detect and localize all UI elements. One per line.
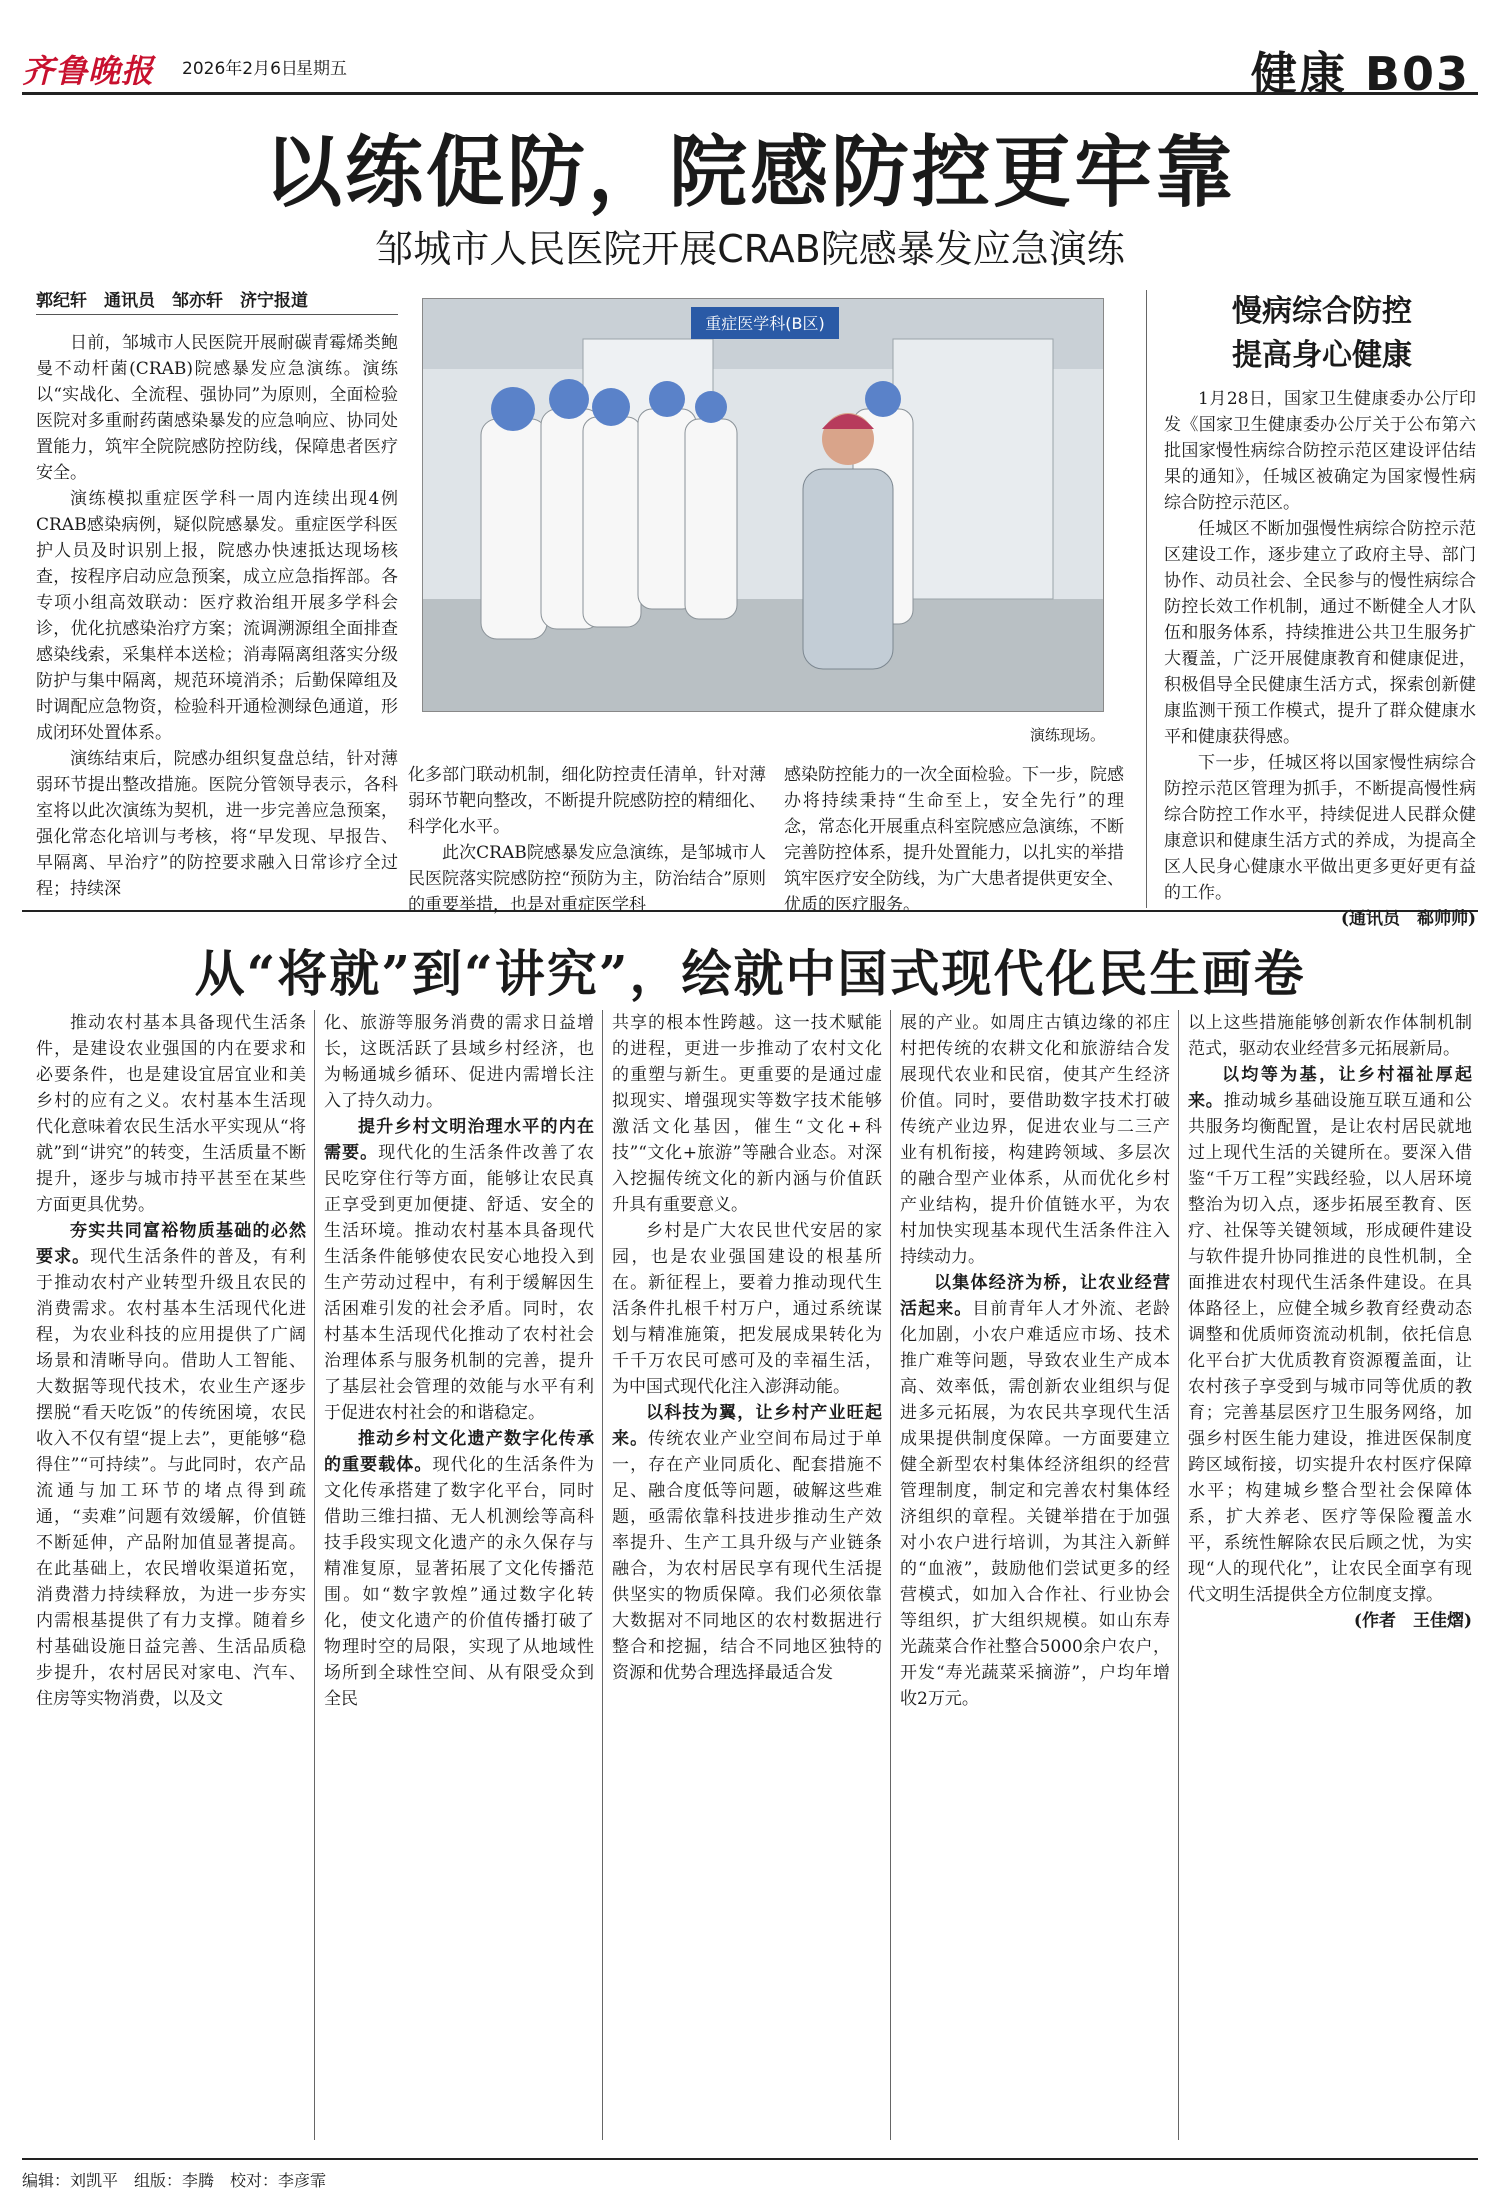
- article2-text: 传统农业产业空间布局过于单一，存在产业同质化、配套措施不足、融合度低等问题，破解这些难题，亟需依靠科技进步推动生产效率提升、生产工具升级与产业链条融合，为农村居民享有现代生活提供坚实的物质保障。我们必须依靠大数据对不同地区的农村数据进行整合和挖掘，结合不同地区独特的资源和优势合理选择最适合发: [612, 1429, 883, 1683]
- article2-paragraph: [1188, 1062, 1472, 1608]
- article2-text: 推动城乡基础设施互联互通和公共服务均衡配置，是让农村居民就地过上现代生活的关键所在。要深入借鉴“千万工程”实践经验，以人居环境整治为切入点，逐步拓展至教育、医疗、社保等关键领域，形成硬件建设与软件提升协同推进的良性机制，全面推进农村现代生活条件建设。在具体路径上，应健全城乡教育经费动态调整和优质师资流动机制，依托信息化平台扩大优质教育资源覆盖面，让农村孩子享受到与城市同等优质的教育；完善基层医疗卫生服务网络，加强乡村医生能力建设，推进医保制度跨区域衔接，切实提升农村医疗保障水平；构建城乡整合型社会保障体系，扩大养老、医疗等保险覆盖水平，系统性解除农民后顾之忧，为实现“人的现代化”，让农民全面享有现代文明生活提供全方位制度支撑。: [1188, 1091, 1473, 1605]
- sidebar-title: [1182, 290, 1462, 378]
- article1-paragraph: 日前，邹城市人民医院开展耐碳青霉烯类鲍曼不动杆菌(CRAB)院感暴发应急演练。演练以“实战化、全流程、强协同”为原则，全面检验医院对多重耐药菌感染暴发的应急响应、协同处置能力，筑牢全院院感防控防线，保障患者医疗安全。: [36, 333, 398, 483]
- article2-paragraph: 展的产业。如周庄古镇边缘的祁庄村把传统的农耕文化和旅游结合发展现代农业和民宿，使其产生经济价值。同时，要借助数字技术打破传统产业边界，促进农业与二三产业有机衔接，构建跨领域、多层次的融合型产业体系，从而优化乡村产业结构，提升价值链水平，为农村加快实现基本现代生活条件注入持续动力。: [900, 1013, 1170, 1267]
- article2-column-4: [900, 1010, 1170, 1712]
- article2-paragraph: [324, 1114, 594, 1426]
- newspaper-logo: 齐鲁晚报: [22, 52, 155, 90]
- article2-subheading: 以集体经济为桥，让农业经营活起来。: [900, 1273, 1170, 1319]
- article2-author: (作者 王佳熠): [1353, 1611, 1472, 1631]
- article2-column-5: [1188, 1010, 1472, 1634]
- column-divider: [602, 1010, 603, 2140]
- editorial-credits: 编辑：刘凯平 组版：李腾 校对：李彦霏: [22, 2171, 327, 2190]
- article2-paragraph: [324, 1426, 594, 1712]
- photo-caption: 演练现场。: [1030, 726, 1106, 744]
- article2-subheading: 提升乡村文明治理水平的内在需要。: [324, 1117, 594, 1163]
- article2-subheading: 推动乡村文化遗产数字化传承的重要载体。: [324, 1429, 594, 1475]
- article1-paragraph: 演练结束后，院感办组织复盘总结，针对薄弱环节提出整改措施。医院分管领导表示，各科室将以此次演练为契机，进一步完善应急预案，强化常态化培训与考核，将“早发现、早报告、早隔离、早治疗”的防控要求融入日常诊疗全过程；持续深: [36, 749, 398, 899]
- article2-paragraph: 共享的根本性跨越。这一技术赋能的进程，更进一步推动了农村文化的重塑与新生。更重要的是通过虚拟现实、增强现实等数字技术能够激活文化基因，催生“文化+科技”“文化+旅游”等融合业态。对深入挖掘传统文化的新内涵与价值跃升具有重要意义。: [612, 1013, 882, 1215]
- article1-headline: 以练促防，院感防控更牢靠: [263, 127, 1236, 218]
- article2-paragraph: 推动农村基本具备现代生活条件，是建设农业强国的内在要求和必要条件，也是建设宜居宜业和美乡村的应有之义。农村基本生活现代化意味着农民生活水平实现从“将就”到“讲究”的转变，生活质量不断提升，逐步与城市持平甚至在某些方面更具优势。: [36, 1013, 306, 1215]
- section-rule: [22, 910, 1478, 912]
- article2-subheading: 以均等为基，让乡村福祉厚起来。: [1188, 1065, 1472, 1111]
- article1-column-2: [408, 762, 766, 918]
- article2-text: 目前青年人才外流、老龄化加剧，小农户难适应市场、技术推广难等问题，导致农业生产成本高、效率低，需创新农业组织与促进多元拓展，为农民共享现代生活成果提供制度保障。一方面要建立健全新型农村集体经济组织的经营管理制度，制定和完善农村集体经济组织的章程。关键举措在于加强对小农户进行培训，为其注入新鲜的“血液”，鼓励他们尝试更多的经营模式，如加入合作社、行业协会等组织，扩大组织规模。如山东寿光蔬菜合作社整合5000余户农户，开发“寿光蔬菜采摘游”，户均年增收2万元。: [900, 1299, 1171, 1709]
- sidebar-credit: (通讯员 郗帅帅): [1340, 909, 1476, 929]
- sidebar-title-line: 慢病综合防控: [1232, 294, 1412, 329]
- article1-paragraph: 化多部门联动机制，细化防控责任清单，针对薄弱环节靶向整改，不断提升院感防控的精细化、科学化水平。: [408, 765, 766, 837]
- article2-paragraph: [612, 1400, 882, 1686]
- issue-weekday: 星期五: [296, 59, 347, 79]
- footer-rule: [22, 2158, 1478, 2160]
- column-divider: [890, 1010, 891, 2140]
- article2-column-3: [612, 1010, 882, 1686]
- article2-paragraph: 以上这些措施能够创新农作体制机制范式，驱动农业经营多元拓展新局。: [1188, 1013, 1472, 1059]
- article2-text: 现代化的生活条件为文化传承搭建了数字化平台，同时借助三维扫描、无人机测绘等高科技手段实现文化遗产的永久保存与精准复原，显著拓展了文化传播范围。如“数字敦煌”通过数字化转化，使文化遗产的价值传播打破了物理时空的局限，实现了从地域性场所到全球性空间、从有限受众到全民: [324, 1455, 595, 1709]
- ward-sign-text: 重症医学科(B区): [705, 314, 825, 333]
- article2-text: 现代化的生活条件改善了农民吃穿住行等方面，能够让农民真正享受到更加便捷、舒适、安全的生活环境。推动农村基本具备现代生活条件能够使农民安心地投入到生产劳动过程中，有利于缓解因生活困难引发的社会矛盾。同时，农村基本生活现代化推动了农村社会治理体系与服务机制的完善，提升了基层社会管理的效能与水平有利于促进农村社会的和谐稳定。: [324, 1143, 595, 1423]
- drill-scene-photo: [422, 298, 1104, 712]
- column-divider: [1178, 1010, 1179, 2140]
- sidebar-divider: [1146, 290, 1147, 908]
- article2-subheading: 以科技为翼，让乡村产业旺起来。: [612, 1403, 882, 1449]
- article2-paragraph: 化、旅游等服务消费的需求日益增长，这既活跃了县域乡村经济，也为畅通城乡循环、促进内需增长注入了持久动力。: [324, 1013, 594, 1111]
- drill-scene-illustration: [423, 299, 1103, 711]
- article2-paragraph: [36, 1218, 306, 1712]
- article1-column-1: [36, 330, 398, 902]
- article1-paragraph: 此次CRAB院感暴发应急演练，是邹城市人民医院落实院感防控“预防为主，防治结合”原则的重要举措，也是对重症医学科: [408, 843, 766, 915]
- article2-text: 现代生活条件的普及，有利于推动农村产业转型升级且农民的消费需求。农村基本生活现代化进程，为农业科技的应用提供了广阔场景和清晰导向。借助人工智能、大数据等现代技术，农业生产逐步摆脱“看天吃饭”的传统困境，农民收入不仅有望“提上去”，更能够“稳得住”“可持续”。与此同时，农产品流通与加工环节的堵点得到疏通，“卖难”问题有效缓解，价值链不断延伸，产品附加值显著提高。在此基础上，农民增收渠道拓宽，消费潜力持续释放，为进一步夯实内需根基提供了有力支撑。随着乡村基础设施日益完善、生活品质稳步提升，农村居民对家电、汽车、住房等实物消费，以及文: [36, 1247, 307, 1709]
- sidebar-paragraph: 1月28日，国家卫生健康委办公厅印发《国家卫生健康委办公厅关于公布第六批国家慢性病综合防控示范区建设评估结果的通知》，任城区被确定为国家慢性病综合防控示范区。: [1164, 389, 1476, 513]
- article2-paragraph: 乡村是广大农民世代安居的家园，也是农业强国建设的根基所在。新征程上，要着力推动现代生活条件扎根千村万户，通过系统谋划与精准施策，把发展成果转化为千千万农民可感可及的幸福生活，为中国式现代化注入澎湃动能。: [612, 1221, 882, 1397]
- article2-headline: 从“将就”到“讲究”，绘就中国式现代化民生画卷: [194, 944, 1306, 1003]
- column-divider: [314, 1010, 315, 2140]
- sidebar-paragraph: 下一步，任城区将以国家慢性病综合防控示范区管理为抓手，不断提高慢性病综合防控工作水平，持续促进人民群众健康意识和健康生活方式的养成，为提高全区人民身心健康水平做出更多更好更有益的工作。: [1164, 753, 1476, 903]
- article2-column-1: [36, 1010, 306, 1712]
- article1-byline: 郭纪轩 通讯员 邹亦轩 济宁报道: [36, 291, 308, 311]
- top-rule: [22, 92, 1478, 95]
- sidebar-title-line: 提高身心健康: [1232, 338, 1412, 373]
- article1-column-3: [784, 762, 1124, 918]
- article1-paragraph: 演练模拟重症医学科一周内连续出现4例CRAB感染病例，疑似院感暴发。重症医学科医护人员及时识别上报，院感办快速抵达现场核查，按程序启动应急预案，成立应急指挥部。各专项小组高效联动：医疗救治组开展多学科会诊，优化抗感染治疗方案；流调溯源组全面排查感染线索，采集样本送检；消毒隔离组落实分级防护与集中隔离，规范环境消杀；后勤保障组及时调配应急物资，检验科开通检测绿色通道，形成闭环处置体系。: [36, 489, 398, 743]
- article1-paragraph: 感染防控能力的一次全面检验。下一步，院感办将持续秉持“生命至上，安全先行”的理念，常态化开展重点科室院感应急演练，不断完善防控体系，提升处置能力，以扎实的举措筑牢医疗安全防线，为广大患者提供更安全、优质的医疗服务。: [784, 765, 1124, 915]
- section-page-tag: 健康 B03: [1250, 47, 1470, 101]
- article2-paragraph: [900, 1270, 1170, 1712]
- article2-column-2: [324, 1010, 594, 1712]
- article2-subheading: 夯实共同富裕物质基础的必然要求。: [36, 1221, 306, 1267]
- article1-subheadline: 邹城市人民医院开展CRAB院感暴发应急演练: [375, 227, 1125, 271]
- issue-date: 2026年2月6日: [182, 59, 298, 79]
- byline-rule: [36, 314, 398, 315]
- sidebar-body: [1164, 386, 1476, 932]
- sidebar-paragraph: 任城区不断加强慢性病综合防控示范区建设工作，逐步建立了政府主导、部门协作、动员社会、全民参与的慢性病综合防控长效工作机制，通过不断健全人才队伍和服务体系，持续推进公共卫生服务扩大覆盖，广泛开展健康教育和健康促进，积极倡导全民健康生活方式，探索创新健康监测干预工作模式，提升了群众健康水平和健康获得感。: [1164, 519, 1476, 747]
